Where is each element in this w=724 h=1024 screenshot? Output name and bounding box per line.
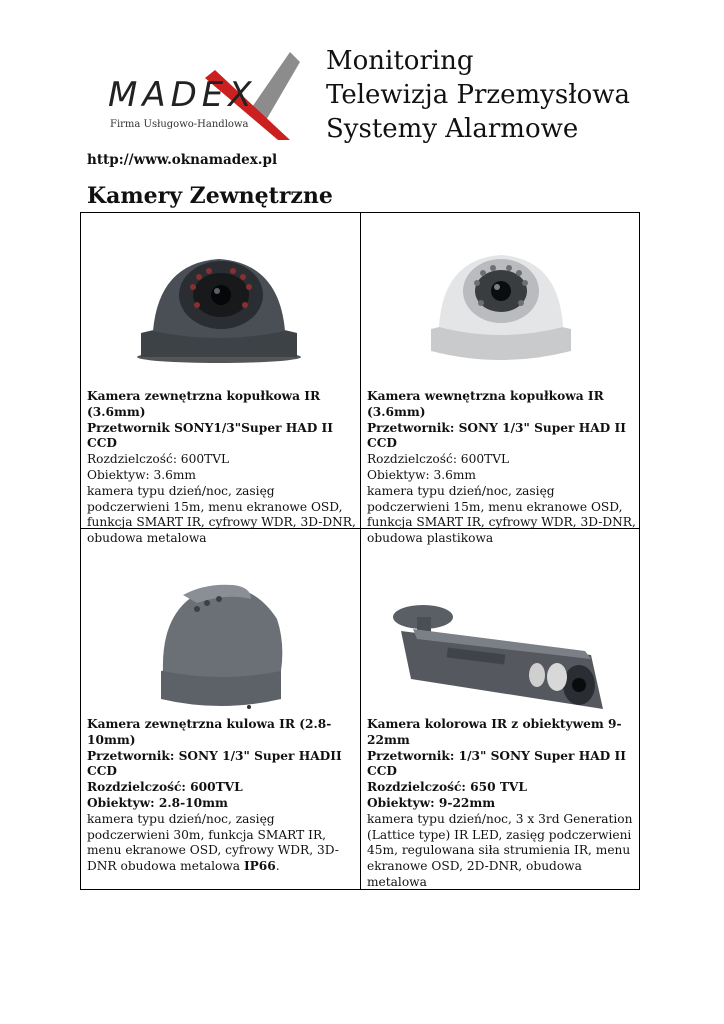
company-services <box>326 44 630 146</box>
madex-logo <box>100 52 300 142</box>
product-resolution: Rozdzielczość: 650 TVL <box>367 780 527 795</box>
product-resolution: Rozdzielczość: 600TVL <box>87 780 243 795</box>
white-dome-camera-image <box>381 233 621 375</box>
product-resolution: Rozdzielczość: 600TVL <box>367 452 510 467</box>
product-name: Kamera wewnętrzna kopułkowa IR (3.6mm) <box>367 389 604 419</box>
logo-brand: MADEX <box>108 75 257 115</box>
product-details: kamera typu dzień/noc, zasięg podczerwieni 15m, menu ekranowe OSD, funkcja SMART IR, cyfrowy WDR, 3D-DNR, obudowa plastikowa <box>367 483 636 546</box>
product-ip-rating: IP66 <box>243 859 276 874</box>
product-sensor: Przetwornik SONY1/3"Super HAD II CCD <box>87 420 333 451</box>
product-details-end: . <box>275 859 280 874</box>
service-cctv: Telewizja Przemysłowa <box>326 80 631 110</box>
bullet-camera-image <box>381 559 621 719</box>
product-description <box>87 389 356 547</box>
dark-dome-camera-image <box>101 233 341 375</box>
product-table <box>80 212 640 890</box>
page-title: Kamery Zewnętrzne <box>87 183 333 209</box>
product-description <box>87 717 356 875</box>
product-details-text: kamera typu dzień/noc, zasięg podczerwieni 30m, funkcja SMART IR, menu ekranowe OSD, cyfrowy WDR, 3D-DNR obudowa metalowa <box>87 811 339 874</box>
product-lens: Obiektyw: 3.6mm <box>87 467 196 482</box>
website-link[interactable]: http://www.oknamadex.pl <box>87 152 278 168</box>
service-monitoring: Monitoring <box>326 46 474 76</box>
gray-ball-camera-image <box>101 559 341 719</box>
product-description <box>367 389 636 547</box>
product-name: Kamera zewnętrzna kulowa IR (2.8-10mm) <box>87 717 332 747</box>
product-lens: Obiektyw: 9-22mm <box>367 795 496 810</box>
product-lens: Obiektyw: 3.6mm <box>367 467 476 482</box>
product-sensor: Przetwornik: SONY 1/3" Super HADII CCD <box>87 748 342 779</box>
product-lens: Obiektyw: 2.8-10mm <box>87 795 228 810</box>
product-name: Kamera zewnętrzna kopułkowa IR (3.6mm) <box>87 389 321 419</box>
product-details: kamera typu dzień/noc, zasięg podczerwieni 15m, menu ekranowe OSD, funkcja SMART IR, cyfrowy WDR, 3D-DNR, obudowa metalowa <box>87 483 356 546</box>
product-details: kamera typu dzień/noc, 3 x 3rd Generation (Lattice type) IR LED, zasięg podczerwieni 45m, regulowana siła strumienia IR, menu ekranowe OSD, 2D-DNR, obudowa metalowa <box>367 811 633 889</box>
product-cell <box>361 213 640 546</box>
product-sensor: Przetwornik: SONY 1/3" Super HAD II CCD <box>367 420 626 451</box>
logo-tagline: Firma Usługowo-Handlowa <box>110 119 249 130</box>
product-name: Kamera kolorowa IR z obiektywem 9-22mm <box>367 717 622 747</box>
product-cell <box>361 529 640 890</box>
service-alarms: Systemy Alarmowe <box>326 114 579 144</box>
product-cell <box>81 213 360 546</box>
product-resolution: Rozdzielczość: 600TVL <box>87 452 230 467</box>
product-sensor: Przetwornik: 1/3" SONY Super HAD II CCD <box>367 748 626 779</box>
product-cell <box>81 529 360 890</box>
product-description <box>367 717 636 891</box>
product-details <box>87 812 356 875</box>
